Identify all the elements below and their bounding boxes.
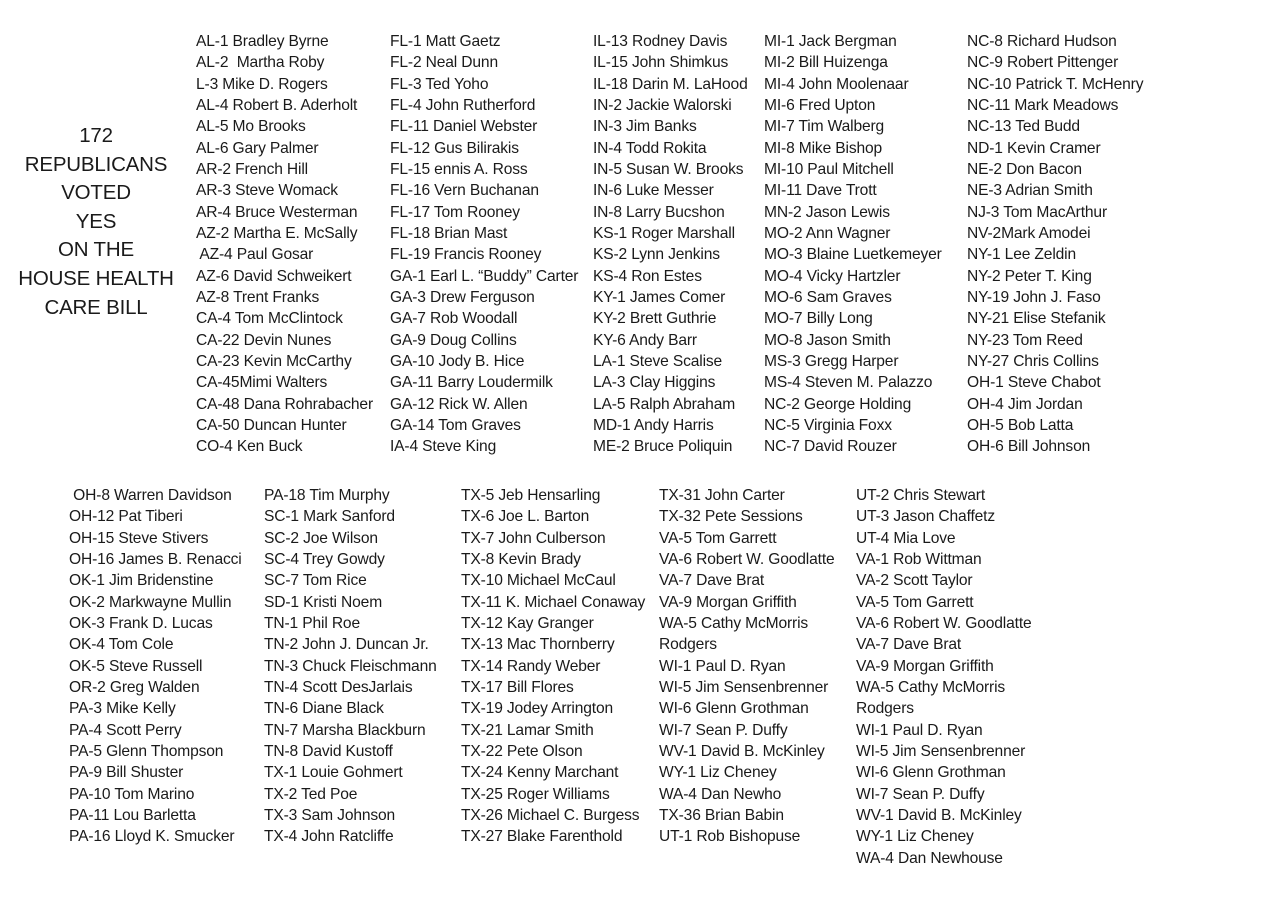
- member-entry: TX-25 Roger Williams: [461, 785, 610, 803]
- member-entry: AR-4 Bruce Westerman: [196, 203, 358, 221]
- member-entry: TN-4 Scott DesJarlais: [264, 678, 413, 696]
- member-entry: TX-12 Kay Granger: [461, 614, 594, 632]
- member-entry: NC-9 Robert Pittenger: [967, 54, 1119, 72]
- member-entry: MI-1 Jack Bergman: [764, 33, 897, 50]
- member-entry: NC-11 Mark Meadows: [967, 96, 1119, 114]
- member-entry: Rodgers: [659, 636, 717, 654]
- heading-line: ON THE: [58, 238, 134, 262]
- member-entry: GA-14 Tom Graves: [390, 416, 521, 434]
- member-entry: TX-2 Ted Poe: [264, 785, 358, 803]
- heading-line: VOTED: [61, 181, 131, 205]
- member-entry: OH-16 James B. Renacci: [69, 550, 242, 568]
- member-entry: TX-31 John Carter: [659, 487, 785, 504]
- member-entry: WY-1 Liz Cheney: [856, 828, 974, 846]
- member-entry: TN-6 Diane Black: [264, 700, 384, 718]
- member-entry: PA-5 Glenn Thompson: [69, 742, 224, 760]
- member-entry: TX-36 Brian Babin: [659, 806, 784, 824]
- member-entry: TX-10 Michael McCaul: [461, 572, 616, 590]
- member-entry: Rodgers: [856, 700, 914, 718]
- member-entry: FL-1 Matt Gaetz: [390, 33, 501, 50]
- member-entry: CA-22 Devin Nunes: [196, 331, 332, 349]
- member-entry: AL-5 Mo Brooks: [196, 118, 306, 136]
- member-column-7: [264, 485, 437, 848]
- member-entry: NY-1 Lee Zeldin: [967, 246, 1076, 264]
- member-entry: SC-7 Tom Rice: [264, 572, 367, 590]
- member-entry: WV-1 David B. McKinley: [856, 806, 1022, 824]
- member-entry: OH-5 Bob Latta: [967, 416, 1074, 434]
- member-entry: FL-16 Vern Buchanan: [390, 182, 539, 200]
- member-entry: KS-4 Ron Estes: [593, 267, 702, 285]
- member-entry: MI-10 Paul Mitchell: [764, 160, 894, 178]
- member-entry: MI-8 Mike Bishop: [764, 139, 883, 157]
- member-entry: OH-6 Bill Johnson: [967, 438, 1091, 456]
- member-entry: VA-2 Scott Taylor: [856, 572, 973, 590]
- member-entry: L-3 Mike D. Rogers: [196, 75, 328, 93]
- member-entry: NV-2Mark Amodei: [967, 224, 1091, 242]
- member-entry: WI-6 Glenn Grothman: [856, 764, 1006, 782]
- member-entry: WI-6 Glenn Grothman: [659, 700, 809, 718]
- member-entry: IL-18 Darin M. LaHood: [593, 75, 748, 93]
- member-entry: SD-1 Kristi Noem: [264, 593, 383, 611]
- member-entry: TX-14 Randy Weber: [461, 657, 601, 675]
- member-entry: TX-26 Michael C. Burgess: [461, 806, 640, 824]
- member-entry: AR-3 Steve Womack: [196, 182, 338, 200]
- member-entry: WI-7 Sean P. Duffy: [856, 785, 985, 803]
- member-entry: TX-27 Blake Farenthold: [461, 828, 623, 846]
- member-entry: VA-7 Dave Brat: [659, 572, 765, 590]
- member-entry: CA-45Mimi Walters: [196, 374, 328, 392]
- member-entry: VA-9 Morgan Griffith: [659, 593, 797, 611]
- member-entry: CA-4 Tom McClintock: [196, 310, 343, 328]
- member-entry: AL-4 Robert B. Aderholt: [196, 96, 358, 114]
- member-entry: UT-2 Chris Stewart: [856, 487, 986, 504]
- member-entry: NY-27 Chris Collins: [967, 352, 1099, 370]
- member-entry: IN-4 Todd Rokita: [593, 139, 707, 157]
- member-entry: TX-11 K. Michael Conaway: [461, 593, 646, 611]
- member-entry: WI-5 Jim Sensenbrenner: [659, 678, 829, 696]
- member-entry: TX-7 John Culberson: [461, 529, 606, 547]
- member-entry: SC-1 Mark Sanford: [264, 508, 395, 526]
- member-entry: GA-10 Jody B. Hice: [390, 352, 525, 370]
- member-entry: VA-9 Morgan Griffith: [856, 657, 994, 675]
- member-entry: GA-1 Earl L. “Buddy” Carter: [390, 267, 579, 285]
- member-entry: MO-4 Vicky Hartzler: [764, 267, 901, 285]
- member-entry: GA-3 Drew Ferguson: [390, 288, 535, 306]
- member-entry: NC-2 George Holding: [764, 395, 912, 413]
- member-entry: PA-9 Bill Shuster: [69, 764, 184, 782]
- member-entry: NE-2 Don Bacon: [967, 160, 1082, 178]
- member-entry: OK-1 Jim Bridenstine: [69, 572, 214, 590]
- member-entry: VA-5 Tom Garrett: [659, 529, 777, 547]
- member-entry: IN-3 Jim Banks: [593, 118, 697, 136]
- member-entry: VA-7 Dave Brat: [856, 636, 962, 654]
- member-entry: WI-1 Paul D. Ryan: [856, 721, 983, 739]
- member-entry: NC-8 Richard Hudson: [967, 33, 1117, 50]
- member-entry: AL-2 Martha Roby: [196, 54, 325, 72]
- member-entry: UT-1 Rob Bishopuse: [659, 828, 801, 846]
- member-entry: IN-8 Larry Bucshon: [593, 203, 725, 221]
- member-entry: TX-3 Sam Johnson: [264, 806, 396, 824]
- member-entry: LA-5 Ralph Abraham: [593, 395, 736, 413]
- member-entry: MD-1 Andy Harris: [593, 416, 714, 434]
- member-entry: VA-6 Robert W. Goodlatte: [856, 614, 1032, 632]
- member-entry: MO-7 Billy Long: [764, 310, 873, 328]
- member-entry: NE-3 Adrian Smith: [967, 182, 1093, 200]
- member-entry: NY-21 Elise Stefanik: [967, 310, 1106, 328]
- member-entry: MO-8 Jason Smith: [764, 331, 891, 349]
- member-entry: PA-10 Tom Marino: [69, 785, 195, 803]
- heading-line: YES: [75, 209, 117, 233]
- member-column-3: [593, 31, 748, 458]
- member-column-4: [764, 31, 942, 458]
- member-entry: PA-18 Tim Murphy: [264, 487, 390, 504]
- member-entry: NC-5 Virginia Foxx: [764, 416, 892, 434]
- heading-line: CARE BILL: [44, 295, 148, 319]
- member-entry: TX-32 Pete Sessions: [659, 508, 803, 526]
- member-entry: AZ-6 David Schweikert: [196, 267, 352, 285]
- member-entry: FL-15 ennis A. Ross: [390, 160, 528, 178]
- member-entry: IN-5 Susan W. Brooks: [593, 160, 744, 178]
- member-entry: TX-19 Jodey Arrington: [461, 700, 614, 718]
- member-entry: GA-9 Doug Collins: [390, 331, 517, 349]
- member-entry: NC-7 David Rouzer: [764, 438, 897, 456]
- member-entry: VA-6 Robert W. Goodlatte: [659, 550, 835, 568]
- member-entry: AL-6 Gary Palmer: [196, 139, 319, 157]
- member-entry: MO-3 Blaine Luetkemeyer: [764, 246, 942, 264]
- member-entry: OH-1 Steve Chabot: [967, 374, 1101, 392]
- heading-line: 172: [79, 124, 113, 147]
- heading-line: REPUBLICANS: [24, 152, 168, 176]
- member-entry: TX-17 Bill Flores: [461, 678, 574, 696]
- member-entry: SC-4 Trey Gowdy: [264, 550, 385, 568]
- member-entry: OK-4 Tom Cole: [69, 636, 174, 654]
- member-entry: NJ-3 Tom MacArthur: [967, 203, 1107, 221]
- member-entry: UT-4 Mia Love: [856, 529, 956, 547]
- member-entry: CA-48 Dana Rohrabacher: [196, 395, 373, 413]
- member-entry: MO-2 Ann Wagner: [764, 224, 891, 242]
- member-entry: FL-11 Daniel Webster: [390, 118, 538, 136]
- member-entry: IL-13 Rodney Davis: [593, 33, 728, 50]
- heading-line: HOUSE HEALTH: [18, 266, 174, 290]
- member-entry: FL-12 Gus Bilirakis: [390, 139, 519, 157]
- member-entry: MI-2 Bill Huizenga: [764, 54, 888, 72]
- member-entry: TX-13 Mac Thornberry: [461, 636, 615, 654]
- member-entry: OH-12 Pat Tiberi: [69, 508, 183, 526]
- member-entry: TX-1 Louie Gohmert: [264, 764, 403, 782]
- member-entry: WI-7 Sean P. Duffy: [659, 721, 788, 739]
- member-entry: CO-4 Ken Buck: [196, 438, 303, 456]
- member-entry: TX-22 Pete Olson: [461, 742, 583, 760]
- member-entry: TX-21 Lamar Smith: [461, 721, 594, 739]
- member-entry: VA-1 Rob Wittman: [856, 550, 982, 568]
- member-entry: KY-1 James Comer: [593, 288, 726, 306]
- member-entry: OK-2 Markwayne Mullin: [69, 593, 232, 611]
- member-column-1: [196, 31, 373, 458]
- member-entry: TX-5 Jeb Hensarling: [461, 487, 601, 504]
- member-entry: UT-3 Jason Chaffetz: [856, 508, 996, 526]
- member-entry: TX-6 Joe L. Barton: [461, 508, 590, 526]
- vote-heading: [10, 122, 182, 322]
- member-entry: FL-18 Brian Mast: [390, 224, 508, 242]
- member-entry: TX-4 John Ratcliffe: [264, 828, 394, 846]
- member-entry: TN-2 John J. Duncan Jr.: [264, 636, 429, 654]
- member-entry: AR-2 French Hill: [196, 160, 308, 178]
- member-entry: MN-2 Jason Lewis: [764, 203, 890, 221]
- member-entry: WI-1 Paul D. Ryan: [659, 657, 786, 675]
- member-entry: KY-2 Brett Guthrie: [593, 310, 717, 328]
- member-entry: LA-1 Steve Scalise: [593, 352, 723, 370]
- member-entry: MS-4 Steven M. Palazzo: [764, 374, 933, 392]
- member-entry: OH-8 Warren Davidson: [69, 487, 232, 504]
- member-entry: WA-5 Cathy McMorris: [856, 678, 1006, 696]
- member-entry: WV-1 David B. McKinley: [659, 742, 825, 760]
- member-column-8: [461, 485, 645, 848]
- member-entry: ND-1 Kevin Cramer: [967, 139, 1101, 157]
- member-entry: WI-5 Jim Sensenbrenner: [856, 742, 1026, 760]
- member-entry: TX-8 Kevin Brady: [461, 550, 581, 568]
- member-entry: IN-6 Luke Messer: [593, 182, 714, 200]
- member-entry: NC-10 Patrick T. McHenry: [967, 75, 1144, 93]
- member-entry: AL-1 Bradley Byrne: [196, 33, 329, 50]
- member-entry: WA-4 Dan Newhouse: [856, 849, 1003, 867]
- member-entry: MI-7 Tim Walberg: [764, 118, 885, 136]
- member-entry: IL-15 John Shimkus: [593, 54, 729, 72]
- member-entry: OK-3 Frank D. Lucas: [69, 614, 213, 632]
- member-entry: MI-6 Fred Upton: [764, 96, 876, 114]
- member-entry: AZ-4 Paul Gosar: [196, 246, 314, 264]
- member-entry: TN-8 David Kustoff: [264, 742, 393, 760]
- member-entry: FL-4 John Rutherford: [390, 96, 536, 114]
- member-entry: GA-7 Rob Woodall: [390, 310, 518, 328]
- member-entry: MS-3 Gregg Harper: [764, 352, 899, 370]
- member-entry: WA-4 Dan Newho: [659, 785, 782, 803]
- member-entry: NY-2 Peter T. King: [967, 267, 1092, 285]
- member-entry: PA-3 Mike Kelly: [69, 700, 176, 718]
- member-entry: FL-17 Tom Rooney: [390, 203, 520, 221]
- member-entry: OR-2 Greg Walden: [69, 678, 200, 696]
- member-entry: OH-15 Steve Stivers: [69, 529, 209, 547]
- member-entry: AZ-2 Martha E. McSally: [196, 224, 358, 242]
- member-entry: VA-5 Tom Garrett: [856, 593, 974, 611]
- member-entry: ME-2 Bruce Poliquin: [593, 438, 733, 456]
- member-entry: OK-5 Steve Russell: [69, 657, 203, 675]
- member-entry: CA-50 Duncan Hunter: [196, 416, 347, 434]
- member-entry: TN-1 Phil Roe: [264, 614, 360, 632]
- member-entry: NC-13 Ted Budd: [967, 118, 1080, 136]
- member-entry: KS-1 Roger Marshall: [593, 224, 735, 242]
- member-entry: SC-2 Joe Wilson: [264, 529, 378, 547]
- member-entry: MO-6 Sam Graves: [764, 288, 892, 306]
- member-entry: GA-12 Rick W. Allen: [390, 395, 528, 413]
- member-entry: FL-19 Francis Rooney: [390, 246, 542, 264]
- member-entry: WY-1 Liz Cheney: [659, 764, 777, 782]
- member-entry: PA-16 Lloyd K. Smucker: [69, 828, 235, 846]
- member-entry: TN-3 Chuck Fleischmann: [264, 657, 437, 675]
- member-entry: KS-2 Lynn Jenkins: [593, 246, 720, 264]
- member-entry: CA-23 Kevin McCarthy: [196, 352, 352, 370]
- member-entry: NY-23 Tom Reed: [967, 331, 1083, 349]
- member-column-5: [967, 31, 1143, 458]
- member-column-6: [69, 485, 242, 848]
- member-entry: PA-4 Scott Perry: [69, 721, 182, 739]
- member-entry: MI-11 Dave Trott: [764, 182, 877, 200]
- member-entry: TN-7 Marsha Blackburn: [264, 721, 426, 739]
- member-entry: IA-4 Steve King: [390, 438, 497, 456]
- member-entry: TX-24 Kenny Marchant: [461, 764, 619, 782]
- member-entry: LA-3 Clay Higgins: [593, 374, 716, 392]
- member-entry: MI-4 John Moolenaar: [764, 75, 909, 93]
- member-entry: NY-19 John J. Faso: [967, 288, 1101, 306]
- member-entry: PA-11 Lou Barletta: [69, 806, 196, 824]
- member-entry: IN-2 Jackie Walorski: [593, 96, 732, 114]
- member-entry: AZ-8 Trent Franks: [196, 288, 320, 306]
- member-entry: WA-5 Cathy McMorris: [659, 614, 809, 632]
- member-column-2: [390, 31, 578, 458]
- member-entry: KY-6 Andy Barr: [593, 331, 697, 349]
- member-entry: OH-4 Jim Jordan: [967, 395, 1083, 413]
- member-entry: FL-3 Ted Yoho: [390, 75, 489, 93]
- member-column-9: [659, 485, 835, 848]
- member-entry: GA-11 Barry Loudermilk: [390, 374, 553, 392]
- member-entry: FL-2 Neal Dunn: [390, 54, 498, 72]
- member-column-10: [856, 485, 1032, 869]
